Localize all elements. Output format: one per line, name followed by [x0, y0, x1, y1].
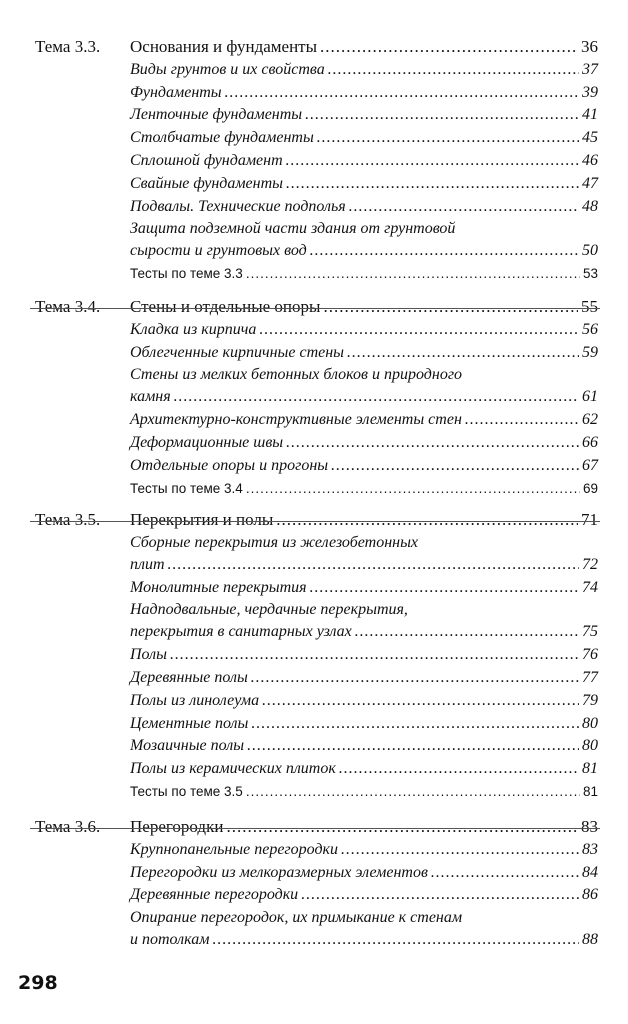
- dot-leader: [251, 713, 579, 735]
- entry-page-number: 66: [582, 434, 598, 451]
- dot-leader: [226, 816, 578, 838]
- entry-line: [130, 781, 598, 803]
- toc-entry-test[interactable]: [130, 781, 598, 803]
- section-divider: [30, 521, 600, 522]
- entry-title: Перегородки: [130, 817, 224, 836]
- entry-page-number: 80: [582, 737, 598, 755]
- entry-title: Деформационные швы: [130, 434, 284, 451]
- entry-line: [130, 667, 598, 689]
- entry-line: [130, 127, 598, 149]
- dot-leader: [305, 104, 579, 126]
- entry-page-number: 71: [581, 510, 598, 529]
- entry-page-number: 55: [581, 297, 598, 316]
- toc-entry-sub[interactable]: [130, 884, 598, 906]
- entry-title-line: Стены из мелких бетонных блоков и природного: [130, 366, 463, 384]
- toc-entry-sub[interactable]: [130, 690, 598, 712]
- entry-line: [130, 644, 598, 666]
- entry-page-number: 41: [582, 106, 598, 124]
- entry-line: [130, 478, 598, 500]
- entry-line: [130, 36, 598, 58]
- toc-entry-heading[interactable]: [130, 36, 598, 58]
- entry-page-number: 79: [582, 691, 598, 709]
- toc-entry-sub[interactable]: [130, 577, 598, 599]
- dot-leader: [246, 263, 580, 285]
- toc-entry-sub[interactable]: [130, 150, 598, 172]
- entry-line: [130, 82, 598, 104]
- entry-line: [130, 690, 598, 712]
- dot-leader: [259, 319, 579, 341]
- toc-entry-sub[interactable]: [130, 735, 598, 757]
- dot-leader: [465, 409, 579, 431]
- entry-page-number: 76: [582, 646, 598, 664]
- entry-line: [130, 150, 598, 172]
- toc-entry-sub[interactable]: [130, 59, 598, 81]
- entry-page-number: 36: [581, 37, 598, 56]
- dot-leader: [301, 884, 579, 906]
- entry-title: Стены и отдельные опоры: [130, 297, 321, 316]
- dot-leader: [225, 82, 579, 104]
- toc-entry-heading[interactable]: [130, 296, 598, 318]
- entry-page-number: 77: [582, 669, 598, 686]
- toc-entry-sub[interactable]: [130, 758, 598, 780]
- entry-title: Столбчатые фундаменты: [130, 129, 314, 147]
- dot-leader: [212, 929, 579, 951]
- entry-title: Ленточные фундаменты: [130, 106, 303, 124]
- entry-page-number: 80: [582, 714, 598, 732]
- entry-title: Полы из линолеума: [130, 691, 260, 709]
- dot-leader: [246, 478, 580, 500]
- entry-title: камня: [130, 388, 171, 406]
- entry-title: Монолитные перекрытия: [130, 578, 307, 596]
- entry-page-number: 75: [582, 623, 598, 641]
- toc-entry-heading[interactable]: [130, 816, 598, 838]
- toc-entry-heading[interactable]: [130, 509, 598, 531]
- entry-title: Кладка из кирпича: [130, 320, 257, 338]
- toc-entry-sub[interactable]: [130, 599, 598, 643]
- entry-line: [130, 432, 598, 454]
- toc-entry-sub[interactable]: [130, 409, 598, 431]
- dot-leader: [310, 577, 579, 599]
- entry-title: Тесты по теме 3.3: [130, 266, 243, 282]
- entry-title: и потолкам: [130, 931, 210, 949]
- entry-line: [130, 884, 598, 906]
- toc-entry-sub[interactable]: [130, 104, 598, 126]
- entry-line: [130, 386, 598, 408]
- entry-line: [130, 577, 598, 599]
- entry-title: Подвалы. Технические подполья: [130, 197, 346, 215]
- entry-title: перекрытия в санитарных узлах: [130, 623, 352, 641]
- entry-line: [130, 173, 598, 195]
- entry-page-number: 45: [582, 129, 598, 147]
- toc-entry-sub[interactable]: [130, 432, 598, 454]
- dot-leader: [286, 150, 579, 172]
- entry-page-number: 83: [581, 817, 598, 836]
- dot-leader: [286, 432, 579, 454]
- entry-title: Виды грунтов и их свойства: [130, 60, 325, 78]
- entry-title-line: Опирание перегородок, их примыкание к стенам: [130, 909, 463, 927]
- dot-leader: [341, 839, 579, 861]
- dot-leader: [286, 173, 579, 195]
- entry-line: [130, 758, 598, 780]
- entry-line: [130, 196, 598, 218]
- section-label: Тема 3.5.: [35, 510, 101, 529]
- entry-title: Полы из керамических плиток: [130, 760, 336, 778]
- entry-page-number: 81: [582, 760, 598, 778]
- entry-title: Деревянные полы: [130, 669, 248, 686]
- toc-entry-sub[interactable]: [130, 713, 598, 735]
- entry-page-number: 67: [582, 456, 598, 474]
- entry-page-number: 39: [582, 83, 598, 101]
- dot-leader: [247, 735, 579, 757]
- entry-title: Облегченные кирпичные стены: [130, 343, 344, 361]
- entry-line: [130, 862, 598, 884]
- entry-title: Деревянные перегородки: [130, 886, 299, 904]
- entry-page-number: 62: [582, 411, 598, 429]
- entry-title: Цементные полы: [130, 714, 249, 732]
- entry-line: [130, 342, 598, 364]
- entry-title: Перегородки из мелкоразмерных элементов: [130, 863, 428, 881]
- entry-title: Тесты по теме 3.5: [130, 784, 243, 799]
- entry-line: [130, 319, 598, 341]
- entry-page-number: 59: [582, 343, 598, 361]
- toc-entry-sub[interactable]: [130, 342, 598, 364]
- section-label: Тема 3.4.: [35, 297, 101, 316]
- entry-page-number: 72: [582, 555, 598, 573]
- entry-page-number: 69: [582, 480, 598, 496]
- toc-entry-sub[interactable]: [130, 364, 598, 408]
- toc-entry-test[interactable]: [130, 478, 598, 500]
- dot-leader: [168, 554, 579, 576]
- entry-page-number: 74: [582, 578, 598, 596]
- toc-entry-sub[interactable]: [130, 667, 598, 689]
- entry-line: [130, 296, 598, 318]
- dot-leader: [262, 690, 579, 712]
- toc-entry-sub[interactable]: [130, 862, 598, 884]
- toc-entry-sub[interactable]: [130, 127, 598, 149]
- dot-leader: [174, 386, 579, 408]
- entry-title-line: Сборные перекрытия из железобетонных: [130, 533, 419, 551]
- dot-leader: [310, 240, 579, 262]
- entry-page-number: 88: [582, 931, 598, 949]
- dot-leader: [170, 644, 579, 666]
- toc-entry-sub[interactable]: [130, 173, 598, 195]
- page-number: 298: [18, 972, 58, 994]
- entry-line: [130, 735, 598, 757]
- toc-entry-test[interactable]: [130, 263, 598, 285]
- entry-title: Свайные фундаменты: [130, 174, 283, 192]
- dot-leader: [355, 621, 579, 643]
- entry-page-number: 37: [582, 60, 598, 78]
- entry-line: [130, 713, 598, 735]
- dot-leader: [431, 862, 579, 884]
- toc-entry-sub[interactable]: [130, 839, 598, 861]
- entry-page-number: 81: [582, 784, 598, 799]
- toc-entry-sub[interactable]: [130, 319, 598, 341]
- entry-title-line: Защита подземной части здания от грунтовой: [130, 220, 456, 238]
- entry-line: [130, 240, 598, 262]
- entry-line: [130, 409, 598, 431]
- section-divider: [30, 308, 600, 309]
- entry-line: [130, 104, 598, 126]
- entry-page-number: 46: [582, 152, 598, 169]
- entry-page-number: 47: [582, 174, 598, 192]
- entry-page-number: 53: [582, 266, 598, 282]
- entry-line: [130, 816, 598, 838]
- entry-title-line: Надподвальные, чердачные перекрытия,: [130, 601, 408, 619]
- toc-entry-sub[interactable]: [130, 218, 598, 262]
- entry-title: Полы: [130, 646, 167, 664]
- entry-page-number: 56: [582, 320, 598, 338]
- entry-title: Крупнопанельные перегородки: [130, 840, 339, 858]
- entry-line: [130, 839, 598, 861]
- section-divider: [30, 828, 600, 829]
- dot-leader: [246, 781, 580, 803]
- entry-title: Перекрытия и полы: [130, 510, 274, 529]
- toc-entry-sub[interactable]: [130, 82, 598, 104]
- section-label: Тема 3.6.: [35, 817, 101, 836]
- dot-leader: [251, 667, 579, 689]
- section-label: Тема 3.3.: [35, 37, 101, 56]
- entry-line: [130, 554, 598, 576]
- entry-page-number: 84: [582, 863, 598, 881]
- entry-line: [130, 263, 598, 285]
- entry-page-number: 86: [582, 886, 598, 904]
- entry-page-number: 50: [582, 242, 598, 260]
- dot-leader: [317, 127, 579, 149]
- toc-entry-sub[interactable]: [130, 532, 598, 576]
- entry-line: [130, 621, 598, 643]
- toc-entry-sub[interactable]: [130, 907, 598, 951]
- entry-line: [130, 455, 598, 477]
- entry-line: [130, 59, 598, 81]
- entry-title: Отдельные опоры и прогоны: [130, 456, 329, 474]
- dot-leader: [323, 296, 578, 318]
- entry-page-number: 61: [582, 388, 598, 406]
- entry-title: плит: [130, 555, 165, 573]
- entry-page-number: 83: [582, 840, 598, 858]
- toc-entry-sub[interactable]: [130, 644, 598, 666]
- dot-leader: [339, 758, 579, 780]
- entry-title: Основания и фундаменты: [130, 37, 318, 56]
- entry-title: Архитектурно-конструктивные элементы стен: [130, 411, 462, 429]
- entry-title: Сплошной фундамент: [130, 152, 283, 169]
- dot-leader: [349, 196, 579, 218]
- entry-title: Мозаичные полы: [130, 737, 245, 755]
- dot-leader: [320, 36, 578, 58]
- dot-leader: [347, 342, 579, 364]
- toc-entry-sub[interactable]: [130, 196, 598, 218]
- entry-page-number: 48: [582, 197, 598, 215]
- dot-leader: [331, 455, 579, 477]
- toc-entry-sub[interactable]: [130, 455, 598, 477]
- entry-line: [130, 929, 598, 951]
- entry-title: Тесты по теме 3.4: [130, 480, 243, 496]
- dot-leader: [328, 59, 579, 81]
- entry-title: Фундаменты: [130, 83, 222, 101]
- entry-title: сырости и грунтовых вод: [130, 242, 307, 260]
- dot-leader: [276, 509, 578, 531]
- entry-line: [130, 509, 598, 531]
